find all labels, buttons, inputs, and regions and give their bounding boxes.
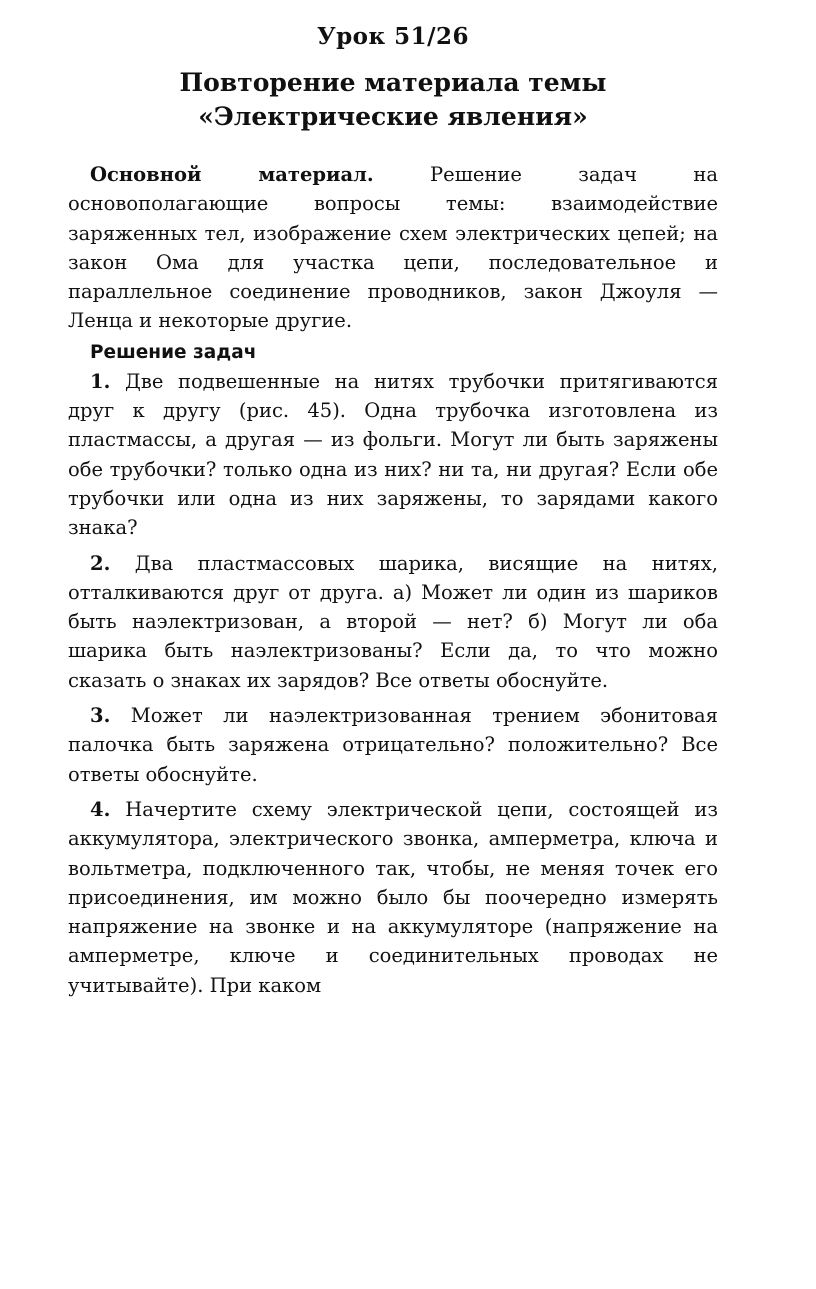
task-number: 3. — [90, 704, 111, 728]
section-heading: Решение задач — [90, 341, 257, 363]
basic-material-text: Решение задач на основополагающие вопросы темы: взаимодействие заряженных тел, изображение схем электрических цепей; на закон Ома для участка цепи, последовательное и параллельное соединение проводников, закон Джоуля — Ленца и некоторые другие. — [68, 163, 718, 333]
task-text: Два пластмассовых шарика, висящие на нитях, отталкиваются друг от друга. а) Может ли один из шариков быть наэлектризован, а второй — нет? б) Могут ли оба шарика быть наэлектризованы? Если да, то что можно сказать о знаках их зарядов? Все ответы обоснуйте. — [68, 551, 718, 692]
title-line-1: Повторение материала темы — [179, 68, 607, 97]
task-4 — [68, 795, 718, 1000]
task-text: Две подвешенные на нитях трубочки притягиваются друг к другу (рис. 45). Одна трубочка изготовлена из пластмассы, а другая — из фольги. Могут ли быть заряжены обе трубочки? только одна из них? ни та, ни другая? Если обе трубочки или одна из них заряжены, то зарядами какого знака? — [68, 369, 718, 540]
document-page — [68, 20, 718, 1006]
lesson-number: Урок 51/26 — [316, 23, 470, 50]
task-text: Может ли наэлектризованная трением эбонитовая палочка быть заряжена отрицательно? положительно? Все ответы обоснуйте. — [68, 704, 718, 786]
task-2 — [68, 549, 718, 695]
task-number: 2. — [90, 551, 111, 575]
lesson-title — [68, 66, 718, 134]
basic-material-label: Основной материал. — [90, 163, 374, 186]
task-3 — [68, 701, 718, 789]
task-1 — [68, 367, 718, 543]
task-number: 4. — [90, 797, 111, 821]
basic-material-paragraph — [68, 160, 718, 336]
task-number: 1. — [90, 369, 111, 393]
title-line-2: «Электрические явления» — [198, 102, 588, 131]
task-text: Начертите схему электрической цепи, состоящей из аккумулятора, электрического звонка, амперметра, ключа и вольтметра, подключенного так, чтобы, не меняя точек его присоединения, им можно было бы поочередно измерять напряжение на звонке и на аккумуляторе (напряжение на амперметре, ключе и соединительных проводах не учитывайте). При каком — [68, 797, 718, 997]
